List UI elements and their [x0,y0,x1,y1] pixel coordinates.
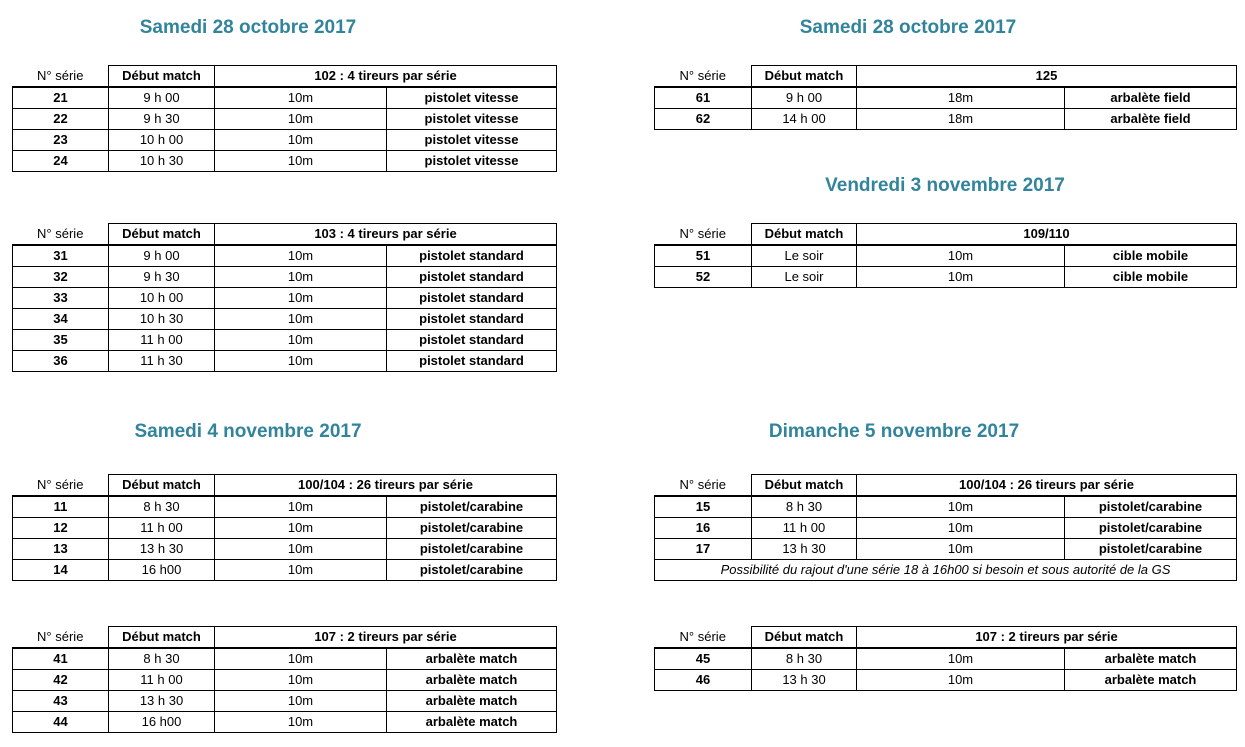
discipline: pistolet vitesse [387,130,557,151]
col-label-debut: Début match [752,224,857,246]
serie-number: 11 [13,496,109,518]
col-label-serie: N° série [13,475,109,497]
col-label-debut: Début match [109,475,215,497]
distance: 10m [857,670,1065,691]
table-row [13,288,557,309]
serie-number: 62 [655,109,752,130]
discipline: pistolet standard [387,288,557,309]
schedule-table [12,626,557,733]
header-row [13,66,557,88]
serie-number: 13 [13,539,109,560]
start-time: 13 h 30 [109,691,215,712]
discipline: pistolet/carabine [1065,539,1237,560]
col-label-serie: N° série [655,475,752,497]
discipline: pistolet/carabine [387,560,557,581]
distance: 10m [215,539,387,560]
start-time: 11 h 00 [109,670,215,691]
serie-number: 41 [13,648,109,670]
discipline: pistolet standard [387,330,557,351]
header-row [655,224,1237,246]
start-time: 8 h 30 [109,496,215,518]
day-title: Samedi 28 octobre 2017 [799,17,1017,38]
serie-number: 43 [13,691,109,712]
distance: 10m [215,518,387,539]
day-title: Samedi 28 octobre 2017 [139,17,357,38]
col-label-debut: Début match [752,66,857,88]
distance: 10m [215,330,387,351]
table-row [13,267,557,288]
distance: 10m [215,288,387,309]
schedule-table [654,223,1237,288]
start-time: 8 h 30 [752,648,857,670]
table-row [655,109,1237,130]
event-header: 100/104 : 26 tireurs par série [215,475,557,497]
serie-number: 51 [655,245,752,267]
col-label-serie: N° série [655,224,752,246]
serie-number: 52 [655,267,752,288]
discipline: pistolet/carabine [387,518,557,539]
table-row [13,560,557,581]
event-header: 102 : 4 tireurs par série [215,66,557,88]
header-row [655,627,1237,649]
table-row [655,670,1237,691]
day-title: Samedi 4 novembre 2017 [134,421,362,442]
table-row [13,309,557,330]
start-time: 16 h00 [109,560,215,581]
table-row [655,539,1237,560]
discipline: cible mobile [1065,267,1237,288]
distance: 10m [215,245,387,267]
table-row [13,518,557,539]
table-row [13,496,557,518]
event-header: 107 : 2 tireurs par série [215,627,557,649]
serie-number: 44 [13,712,109,733]
serie-number: 31 [13,245,109,267]
discipline: arbalète match [387,670,557,691]
serie-number: 35 [13,330,109,351]
day-title: Dimanche 5 novembre 2017 [768,421,1020,442]
col-label-serie: N° série [13,66,109,88]
table-row [13,539,557,560]
header-row [655,66,1237,88]
serie-number: 21 [13,87,109,109]
table-row [655,496,1237,518]
serie-number: 34 [13,309,109,330]
event-header: 100/104 : 26 tireurs par série [857,475,1237,497]
discipline: pistolet/carabine [1065,518,1237,539]
note-row [655,560,1237,581]
distance: 10m [215,87,387,109]
distance: 10m [215,309,387,330]
discipline: pistolet standard [387,351,557,372]
table-row [655,245,1237,267]
serie-number: 42 [13,670,109,691]
start-time: 10 h 30 [109,151,215,172]
discipline: arbalète match [1065,648,1237,670]
start-time: 14 h 00 [752,109,857,130]
serie-number: 36 [13,351,109,372]
schedule-table [12,223,557,372]
distance: 10m [215,109,387,130]
serie-number: 45 [655,648,752,670]
discipline: pistolet standard [387,245,557,267]
table-row [13,130,557,151]
distance: 10m [215,560,387,581]
table-row [655,87,1237,109]
discipline: pistolet/carabine [387,496,557,518]
col-label-debut: Début match [752,627,857,649]
col-label-debut: Début match [109,224,215,246]
header-row [13,627,557,649]
header-row [13,224,557,246]
start-time: 16 h00 [109,712,215,733]
start-time: 13 h 30 [752,539,857,560]
serie-number: 12 [13,518,109,539]
start-time: 9 h 30 [109,109,215,130]
distance: 10m [215,130,387,151]
start-time: Le soir [752,245,857,267]
discipline: arbalète match [387,712,557,733]
schedule-table [654,474,1237,581]
table-row [13,351,557,372]
distance: 10m [857,496,1065,518]
table-row [13,87,557,109]
distance: 10m [215,670,387,691]
discipline: arbalète match [1065,670,1237,691]
start-time: 13 h 30 [109,539,215,560]
table-row [655,267,1237,288]
distance: 10m [215,151,387,172]
distance: 10m [857,539,1065,560]
col-label-debut: Début match [109,627,215,649]
col-label-serie: N° série [655,66,752,88]
header-row [655,475,1237,497]
col-label-debut: Début match [752,475,857,497]
schedule-table [12,65,557,172]
schedule-table [654,626,1237,691]
serie-number: 33 [13,288,109,309]
schedule-table [12,474,557,581]
start-time: 10 h 30 [109,309,215,330]
table-row [13,712,557,733]
col-label-debut: Début match [109,66,215,88]
distance: 10m [857,648,1065,670]
table-row [655,648,1237,670]
distance: 18m [857,87,1065,109]
start-time: Le soir [752,267,857,288]
distance: 10m [215,648,387,670]
discipline: pistolet vitesse [387,109,557,130]
discipline: arbalète field [1065,87,1237,109]
col-label-serie: N° série [13,627,109,649]
event-header: 109/110 [857,224,1237,246]
col-label-serie: N° série [13,224,109,246]
discipline: arbalète match [387,691,557,712]
discipline: pistolet vitesse [387,87,557,109]
start-time: 10 h 00 [109,288,215,309]
discipline: pistolet/carabine [1065,496,1237,518]
start-time: 11 h 30 [109,351,215,372]
start-time: 11 h 00 [109,330,215,351]
start-time: 9 h 30 [109,267,215,288]
distance: 10m [215,351,387,372]
start-time: 9 h 00 [109,245,215,267]
col-label-serie: N° série [655,627,752,649]
start-time: 8 h 30 [109,648,215,670]
serie-number: 46 [655,670,752,691]
discipline: pistolet standard [387,309,557,330]
serie-number: 24 [13,151,109,172]
table-row [655,518,1237,539]
schedule-note: Possibilité du rajout d'une série 18 à 16h00 si besoin et sous autorité de la GS [655,560,1237,581]
start-time: 9 h 00 [109,87,215,109]
distance: 10m [857,267,1065,288]
table-row [13,109,557,130]
discipline: pistolet vitesse [387,151,557,172]
serie-number: 23 [13,130,109,151]
discipline: pistolet standard [387,267,557,288]
start-time: 11 h 00 [109,518,215,539]
serie-number: 15 [655,496,752,518]
start-time: 9 h 00 [752,87,857,109]
distance: 10m [215,496,387,518]
start-time: 11 h 00 [752,518,857,539]
table-row [13,151,557,172]
day-title: Vendredi 3 novembre 2017 [825,175,1065,196]
schedule-table [654,65,1237,130]
serie-number: 16 [655,518,752,539]
table-row [13,691,557,712]
distance: 10m [215,691,387,712]
table-row [13,648,557,670]
start-time: 13 h 30 [752,670,857,691]
table-row [13,245,557,267]
discipline: pistolet/carabine [387,539,557,560]
distance: 10m [215,267,387,288]
discipline: cible mobile [1065,245,1237,267]
table-row [13,670,557,691]
start-time: 10 h 00 [109,130,215,151]
distance: 18m [857,109,1065,130]
serie-number: 22 [13,109,109,130]
table-row [13,330,557,351]
header-row [13,475,557,497]
distance: 10m [215,712,387,733]
serie-number: 17 [655,539,752,560]
discipline: arbalète field [1065,109,1237,130]
event-header: 107 : 2 tireurs par série [857,627,1237,649]
discipline: arbalète match [387,648,557,670]
serie-number: 32 [13,267,109,288]
distance: 10m [857,245,1065,267]
serie-number: 14 [13,560,109,581]
event-header: 125 [857,66,1237,88]
start-time: 8 h 30 [752,496,857,518]
serie-number: 61 [655,87,752,109]
distance: 10m [857,518,1065,539]
event-header: 103 : 4 tireurs par série [215,224,557,246]
